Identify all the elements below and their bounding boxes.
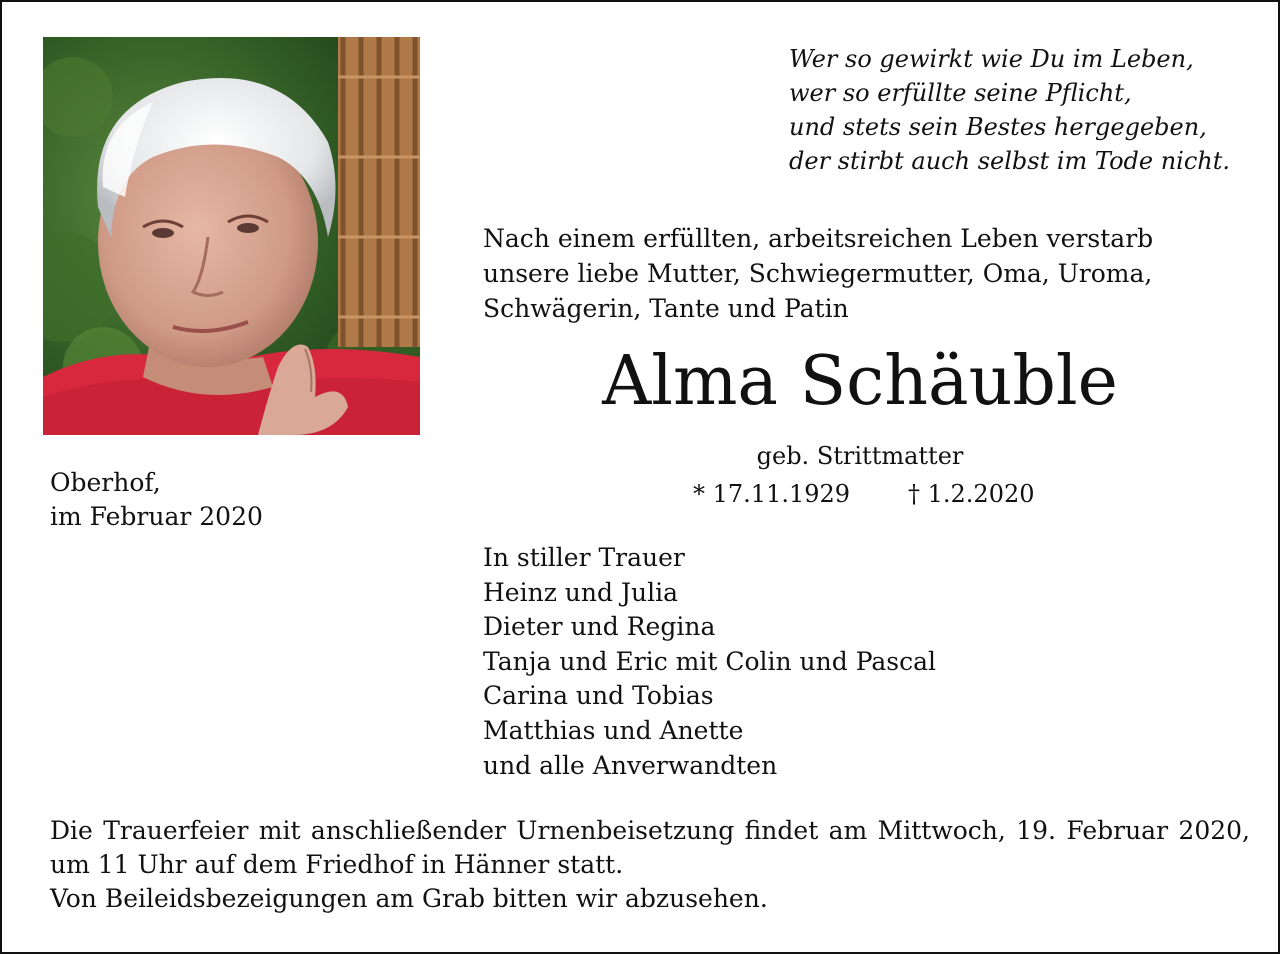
- memorial-poem: [789, 42, 1269, 178]
- intro-line: unsere liebe Mutter, Schwiegermutter, Oma, Uroma,: [483, 259, 1153, 288]
- poem-line: Wer so gewirkt wie Du im Leben,: [789, 45, 1194, 73]
- mourner-line: und alle Anverwandten: [483, 750, 778, 780]
- place-line: im Februar 2020: [50, 502, 263, 531]
- place-and-date: [50, 466, 263, 534]
- announcement-intro: [483, 221, 1243, 326]
- mourner-line: In stiller Trauer: [483, 543, 685, 572]
- poem-line: der stirbt auch selbst im Tode nicht.: [789, 147, 1231, 175]
- birth-date: * 17.11.1929: [693, 480, 851, 508]
- intro-line: Nach einem erfüllten, arbeitsreichen Leben verstarb: [483, 224, 1154, 253]
- death-date: † 1.2.2020: [908, 480, 1035, 508]
- mourner-line: Dieter und Regina: [483, 612, 716, 642]
- ceremony-line: Von Beileidsbezeigungen am Grab bitten wir abzusehen.: [50, 884, 768, 913]
- ceremony-info: [50, 814, 1250, 916]
- poem-line: und stets sein Bestes hergegeben,: [789, 113, 1207, 141]
- poem-line: wer so erfüllte seine Pflicht,: [789, 79, 1132, 107]
- place-line: Oberhof,: [50, 468, 161, 497]
- mourner-line: Matthias und Anette: [483, 715, 744, 745]
- ceremony-line: um 11 Uhr auf dem Friedhof in Hänner statt.: [50, 850, 624, 879]
- maiden-name: geb. Strittmatter: [756, 442, 964, 470]
- mourner-line: Tanja und Eric mit Colin und Pascal: [483, 646, 937, 676]
- intro-line: Schwägerin, Tante und Patin: [483, 294, 849, 323]
- portrait-photo: [43, 37, 420, 435]
- mourners-list: [483, 541, 936, 783]
- ceremony-line: Die Trauerfeier mit anschließender Urnenbeisetzung findet am Mittwoch, 19. Februar 2020,: [50, 816, 1250, 845]
- mourner-line: Heinz und Julia: [483, 577, 678, 607]
- mourner-line: Carina und Tobias: [483, 681, 714, 711]
- deceased-name: Alma Schäuble: [602, 342, 1118, 421]
